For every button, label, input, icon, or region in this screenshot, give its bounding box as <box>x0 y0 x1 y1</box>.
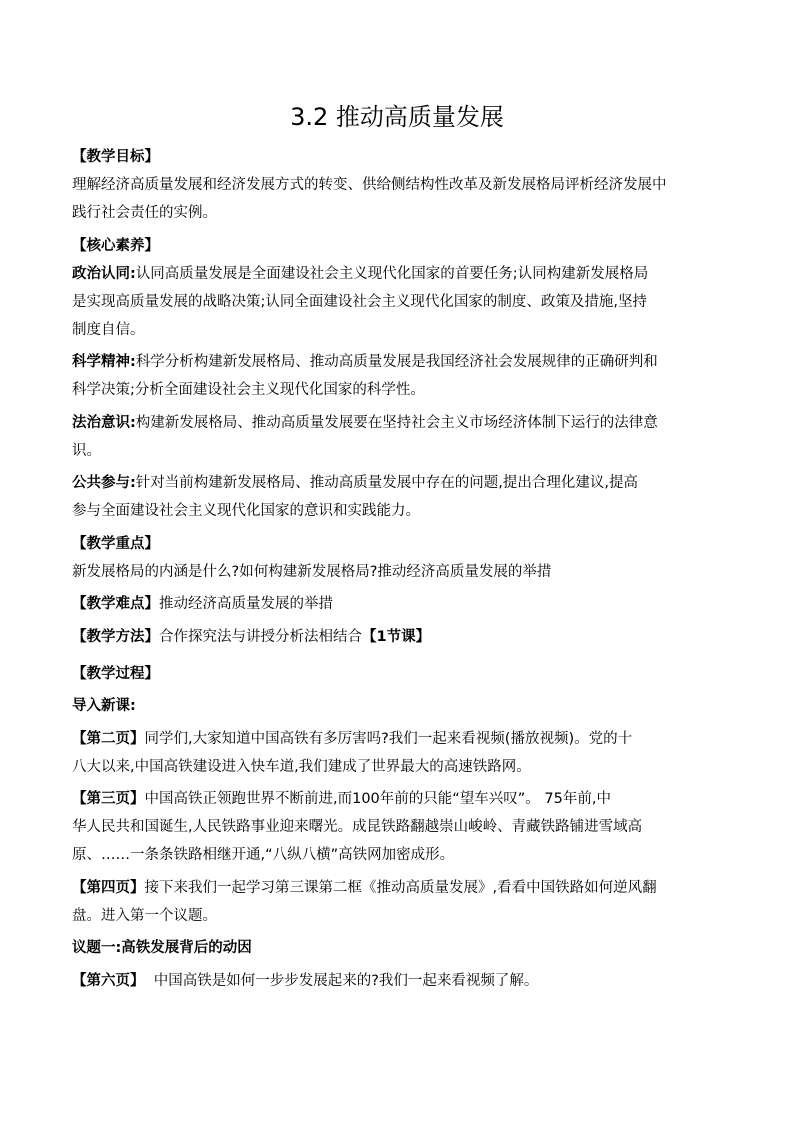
political-identity-label: 政治认同: <box>72 265 136 282</box>
page6-label: 【第六页】 <box>72 972 145 989</box>
teaching-goals-line-1: 理解经济高质量发展和经济发展方式的转变、供给侧结构性改革及新发展格局评析经济发展中 <box>72 177 667 193</box>
page6-text: 中国高铁是如何一步步发展起来的?我们一起来看视频了解。 <box>144 972 539 989</box>
page2-label: 【第二页】 <box>72 730 145 747</box>
public-participation-label: 公共参与: <box>72 475 136 491</box>
method-suffix: 【1节课】 <box>362 628 431 645</box>
difficulty-heading: 【教学难点】 <box>72 596 159 612</box>
rule-of-law-line-2: 识。 <box>72 442 101 459</box>
process-heading: 【教学过程】 <box>72 665 159 682</box>
page4-label: 【第四页】 <box>72 879 145 896</box>
political-identity-text: 认同高质量发展是全面建设社会主义现代化国家的首要任务;认同构建新发展格局 <box>135 265 649 282</box>
scientific-spirit-text: 科学分析构建新发展格局、推动高质量发展是我国经济社会发展规律的正确研判和 <box>135 354 658 370</box>
scientific-spirit-line-1 <box>72 348 722 376</box>
difficulty-text: 推动经济高质量发展的举措 <box>159 596 333 612</box>
rule-of-law-line-1 <box>72 409 722 437</box>
difficulty-line <box>72 590 722 618</box>
key-points-text: 新发展格局的内涵是什么?如何构建新发展格局?推动经济高质量发展的举措 <box>72 563 552 580</box>
key-points-heading: 【教学重点】 <box>72 535 159 552</box>
page3-label: 【第三页】 <box>72 791 145 807</box>
method-text: 合作探究法与讲授分析法相结合 <box>159 628 362 645</box>
scientific-spirit-label: 科学精神: <box>72 354 136 370</box>
topic1-heading: 议题一:高铁发展背后的动因 <box>72 940 252 956</box>
public-participation-line-2: 参与全面建设社会主义现代化国家的意识和实践能力。 <box>72 503 420 519</box>
page4-line-1 <box>72 874 722 902</box>
page3-line-1 <box>72 785 722 813</box>
page2-text: 同学们,大家知道中国高铁有多厉害吗?我们一起来看视频(播放视频)。党的十 <box>144 730 633 747</box>
page4-text: 接下来我们一起学习第三课第二框《推动高质量发展》,看看中国铁路如何逆风翻 <box>144 879 657 896</box>
page3-line-3: 原、……一条条铁路相继开通,“八纵八横”高铁网加密成形。 <box>72 847 455 863</box>
political-identity-line-2: 是实现高质量发展的战略决策;认同全面建设社会主义现代化国家的制度、政策及措施,坚持 <box>72 293 647 310</box>
rule-of-law-text: 构建新发展格局、推动高质量发展要在坚持社会主义市场经济体制下运行的法律意 <box>135 414 658 431</box>
teaching-goals-line-2: 践行社会责任的实例。 <box>72 205 217 221</box>
political-identity-line-1 <box>72 260 722 288</box>
page3-line-2: 华人民共和国诞生,人民铁路事业迎来曙光。成昆铁路翻越崇山峻岭、青藏铁路铺进雪域高 <box>72 819 643 835</box>
method-line <box>72 623 722 651</box>
page2-line-2: 八大以来,中国高铁建设进入快车道,我们建成了世界最大的高速铁路网。 <box>72 758 531 775</box>
rule-of-law-label: 法治意识: <box>72 414 136 431</box>
scientific-spirit-line-2: 科学决策;分析全面建设社会主义现代化国家的科学性。 <box>72 382 425 398</box>
page6-line <box>72 967 722 995</box>
page3-text: 中国高铁正领跑世界不断前进,而100年前的只能“望车兴叹”。 75年前,中 <box>144 791 611 807</box>
teaching-goals-heading: 【教学目标】 <box>72 149 159 165</box>
political-identity-line-3: 制度自信。 <box>72 321 145 338</box>
intro-heading: 导入新课: <box>72 698 136 714</box>
method-heading: 【教学方法】 <box>72 628 159 645</box>
page2-line-1 <box>72 725 722 753</box>
page4-line-2: 盘。进入第一个议题。 <box>72 907 217 924</box>
core-literacy-heading: 【核心素养】 <box>72 237 159 254</box>
page-title: 3.2 推动高质量发展 <box>290 103 504 131</box>
public-participation-line-1 <box>72 469 722 497</box>
public-participation-text: 针对当前构建新发展格局、推动高质量发展中存在的问题,提出合理化建议,提高 <box>135 475 639 491</box>
document-body <box>72 143 722 995</box>
